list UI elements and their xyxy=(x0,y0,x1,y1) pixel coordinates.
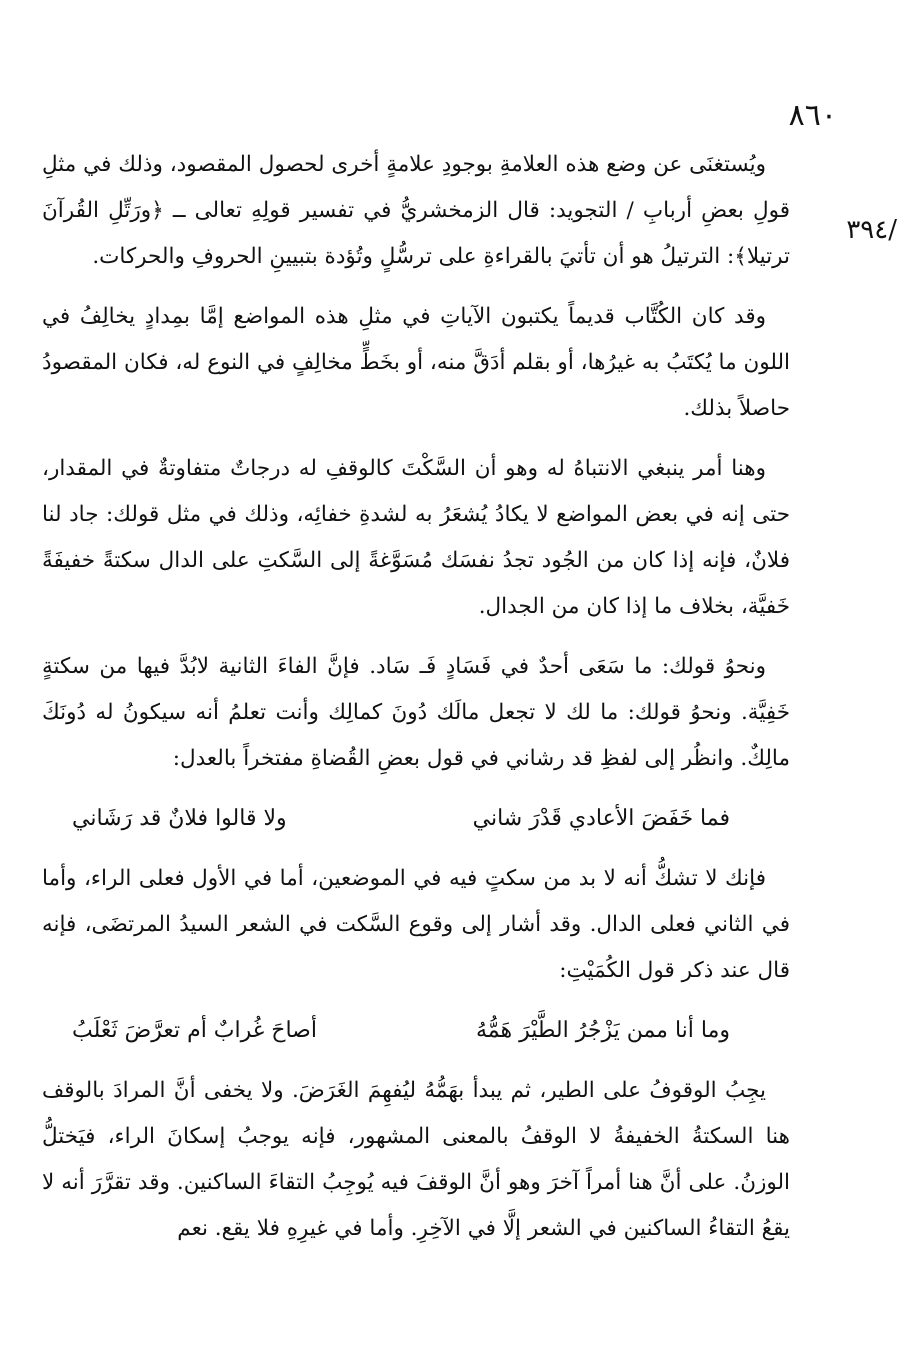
verse-1-first-hemistich: فما خَفَضَ الأعادي قَدْرَ شاني xyxy=(472,806,730,831)
paragraph-5: فإنك لا تشكُّ أنه لا بد من سكتٍ فيه في الموضعين، أما في الأول فعلى الراء، وأما في الثاني فعلى الدال. وقد أشار إلى وقوع السَّكت في الشعر السيدُ المرتضَى، فإنه قال عند ذكر قول الكُمَيْتِ: xyxy=(42,866,790,983)
paragraph-1: ويُستغنَى عن وضع هذه العلامةِ بوجودِ علامةٍ أخرى لحصول المقصود، وذلك في مثلِ قولِ بعضِ أربابِ / التجويد: قال الزمخشريُّ في تفسير قولِهِ تعالى ــ ﴿ورَتِّلِ القُرآنَ ترتيلا﴾: الترتيلُ هو أن تأتيَ بالقراءةِ على ترسُّلٍ وتُؤدة بتبيينِ الحروفِ والحركات. xyxy=(42,152,790,269)
verse-2 xyxy=(42,1008,790,1054)
paragraph-2: وقد كان الكُتَّاب قديماً يكتبون الآياتِ في مثلِ هذه المواضع إمَّا بمِدادٍ يخالِفُ في اللون ما يُكتَبُ به غيرُها، أو بقلم أدَقَّ منه، أو بخَطٍّ مخالِفٍ في النوع له، فكان المقصودُ حاصلاً بذلك. xyxy=(42,304,790,421)
page-number: ٨٦٠ xyxy=(788,98,837,133)
paragraph-4: ونحوُ قولك: ما سَعَى أحدٌ في فَسَادٍ فَـ سَاد. فإنَّ الفاءَ الثانية لابُدَّ فيها من سكتةٍ خَفِيَّة. ونحوُ قولك: ما لك لا تجعل مالَك دُونَ كمالِك وأنت تعلمُ أنه سيكونُ له دُونَكَ مالِكٌ. وانظُر إلى لفظِ قد رشاني في قول بعضِ القُضاةِ مفتخراً بالعدل: xyxy=(42,654,790,771)
margin-reference: /٣٩٤ xyxy=(846,215,897,245)
verse-2-first-hemistich: وما أنا ممن يَزْجُرُ الطَّيْرَ هَمُّهُ xyxy=(475,1018,730,1043)
paragraph-3: وهنا أمر ينبغي الانتباهُ له وهو أن السَّكْتَ كالوقفِ له درجاتٌ متفاوتةٌ في المقدار، حتى إنه في بعض المواضع لا يكادُ يُشعَرُ به لشدةِ خفائِه، وذلك في مثل قولك: جاد لنا فلانٌ، فإنه إذا كان من الجُود تجدُ نفسَك مُسَوَّغةً إلى السَّكتِ على الدال سكتةً خفيفَةً خَفيَّة، بخلاف ما إذا كان من الجدال. xyxy=(42,456,790,619)
verse-1 xyxy=(42,796,790,842)
verse-2-second-hemistich: أصاحَ غُرابٌ أم تعرَّضَ ثَعْلَبُ xyxy=(72,1018,317,1043)
verse-1-second-hemistich: ولا قالوا فلانٌ قد رَشَاني xyxy=(72,806,287,831)
paragraph-6: يجِبُ الوقوفُ على الطير، ثم يبدأ بهَمُّهُ ليُفهِمَ الغَرَضَ. ولا يخفى أنَّ المرادَ بالوقف هنا السكتةُ الخفيفةُ لا الوقفُ بالمعنى المشهور، فإنه يوجبُ إسكانَ الراء، فيَختلُّ الوزنُ. على أنَّ هنا أمراً آخرَ وهو أنَّ الوقفَ فيه يُوجِبُ التقاءَ الساكنين. وقد تقرَّرَ أنه لا يقعُ التقاءُ الساكنين في الشعر إلَّا في الآخِرِ. وأما في غيرِهِ فلا يقع. نعم xyxy=(42,1078,790,1241)
body-text xyxy=(42,142,790,1266)
